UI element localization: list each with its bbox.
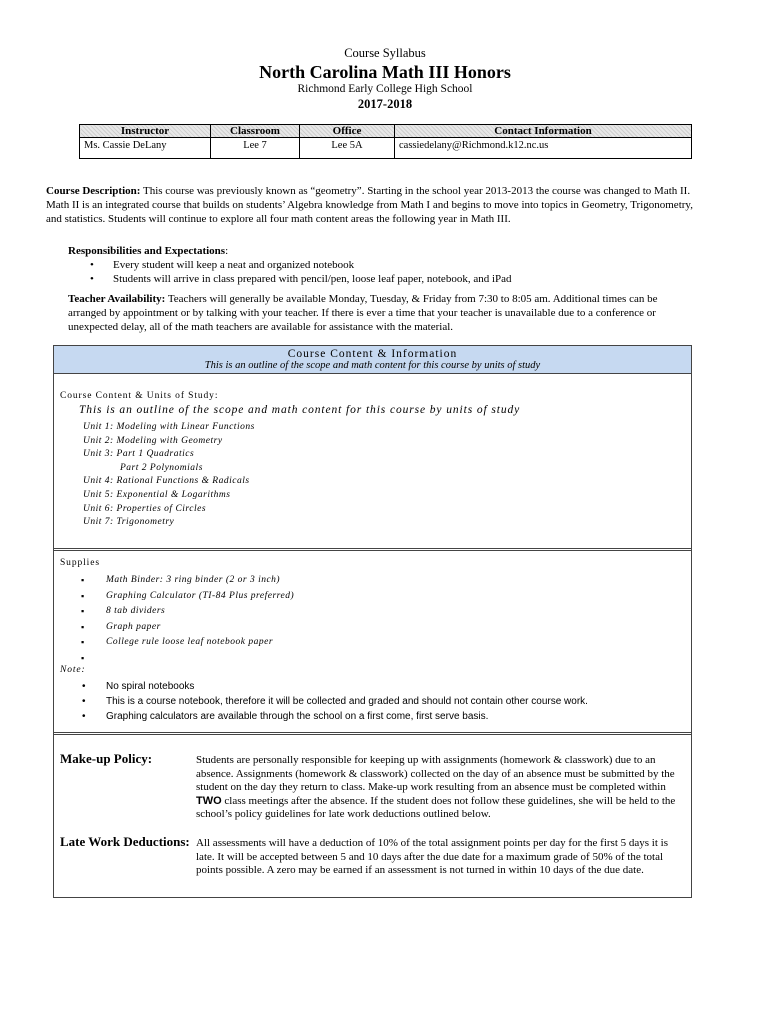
table-header-cell: Office bbox=[300, 125, 395, 138]
table-row bbox=[80, 138, 692, 159]
document-label: Course Syllabus bbox=[344, 46, 426, 60]
unit-item: Unit 2: Modeling with Geometry bbox=[83, 435, 223, 446]
table-header-cell: Classroom bbox=[211, 125, 300, 138]
description-label: Course Description: bbox=[46, 185, 141, 197]
unit-item: Unit 7: Trigonometry bbox=[83, 517, 175, 528]
list-item: ▪ College rule loose leaf notebook paper bbox=[54, 635, 684, 651]
list-item: ▪ Graph paper bbox=[54, 620, 684, 636]
units-intro: This is an outline of the scope and math content for this course by units of study bbox=[79, 404, 521, 416]
supplies-list bbox=[54, 573, 684, 666]
responsibilities-label: Responsibilities and Expectations bbox=[68, 245, 226, 257]
content-box-header bbox=[54, 346, 691, 374]
availability-label: Teacher Availability: bbox=[68, 293, 166, 305]
school-year: 2017-2018 bbox=[357, 97, 413, 111]
unit-item: Unit 5: Exponential & Logarithms bbox=[83, 489, 231, 500]
description-text: This course was previously known as “geometry”. Starting in the school year 2013-2013 the course was changed to Math II. Math II is an integrated course that builds on students’ Algebra knowledge from Math I and begins to move into topics in Geometry, Trigonometry, and statistics. Students will continue to explore all four math content areas the following year in Math III. bbox=[46, 185, 693, 225]
table-header-cell: Contact Information bbox=[395, 125, 692, 138]
list-item: • Graphing calculators are available through the school on a first come, first serve basis. bbox=[54, 709, 684, 724]
school-name: Richmond Early College High School bbox=[297, 83, 473, 95]
contact-email-cell[interactable]: cassiedelany@Richmond.k12.nc.us bbox=[395, 138, 692, 159]
responsibilities-section bbox=[68, 244, 688, 286]
makeup-text-2: class meetings after the absence. If the student does not follow these guidelines, she will be held to the school’s policy guidelines for late work deductions outlined below. bbox=[196, 794, 676, 820]
instructor-info-table bbox=[79, 124, 692, 159]
notes-list bbox=[54, 679, 684, 724]
supplies-box bbox=[53, 548, 692, 735]
makeup-policy-text bbox=[196, 754, 686, 822]
unit-item: Unit 4: Rational Functions & Radicals bbox=[83, 476, 250, 487]
course-description bbox=[46, 184, 706, 226]
late-work-text: All assessments will have a deduction of 10% of the total assignment points per day for the first 5 days it is late. It will be accepted between 5 and 10 days after the due date for a maximum grade of 50% of the total points possible. A zero may be earned if an assessment is not turned in within 10 days of the due date. bbox=[196, 837, 668, 876]
makeup-policy-label: Make-up Policy: bbox=[60, 751, 153, 766]
note-label: Note: bbox=[60, 665, 86, 675]
list-item: ▪ Math Binder: 3 ring binder (2 or 3 inch) bbox=[54, 573, 684, 589]
table-header-cell: Instructor bbox=[80, 125, 211, 138]
list-item: • Students will arrive in class prepared with pencil/pen, loose leaf paper, notebook, and iPad bbox=[68, 272, 688, 286]
policies-box bbox=[53, 732, 692, 898]
supplies-label: Supplies bbox=[60, 558, 100, 568]
instructor-cell: Ms. Cassie DeLany bbox=[80, 138, 211, 159]
list-item: • This is a course notebook, therefore it will be collected and graded and should not contain other course work. bbox=[54, 694, 684, 709]
makeup-emphasis: TWO bbox=[196, 794, 222, 807]
unit-item: Part 2 Polynomials bbox=[120, 462, 203, 473]
responsibilities-colon: : bbox=[225, 245, 229, 257]
teacher-availability bbox=[68, 292, 693, 334]
unit-item: Unit 3: Part 1 Quadratics bbox=[83, 449, 195, 460]
list-item: • Every student will keep a neat and organized notebook bbox=[68, 258, 688, 272]
list-item: ▪ Graphing Calculator (TI-84 Plus preferred) bbox=[54, 589, 684, 605]
content-box-title: Course Content & Information bbox=[287, 348, 458, 360]
table-header-row bbox=[80, 125, 692, 138]
units-label: Course Content & Units of Study: bbox=[60, 391, 219, 401]
unit-item: Unit 6: Properties of Circles bbox=[83, 503, 207, 514]
list-item: • No spiral notebooks bbox=[54, 679, 684, 694]
office-cell: Lee 5A bbox=[300, 138, 395, 159]
unit-item: Unit 1: Modeling with Linear Functions bbox=[83, 422, 255, 432]
content-box-subtitle: This is an outline of the scope and math content for this course by units of study bbox=[204, 360, 541, 371]
availability-text: Teachers will generally be available Monday, Tuesday, & Friday from 7:30 to 8:05 am. Additional times can be arranged by appointment or by talking with your teacher. If there is ever a time that your teacher is unavailable due to a conference or unexpected delay, all of the math teachers are available for assistance with the material. bbox=[68, 293, 658, 333]
list-item: ▪ 8 tab dividers bbox=[54, 604, 684, 620]
classroom-cell: Lee 7 bbox=[211, 138, 300, 159]
units-list bbox=[83, 421, 255, 530]
list-item bbox=[54, 651, 684, 667]
late-work-label: Late Work Deductions: bbox=[60, 834, 190, 849]
makeup-text-1: Students are personally responsible for keeping up with assignments (homework & classwork) due to an absence. Assignments (homework & classwork) collected on the day of an absence must be submitted by the student on the day they return to class. Make-up work resulting from an absence must be completed within bbox=[196, 754, 675, 793]
course-title: North Carolina Math III Honors bbox=[259, 62, 511, 82]
course-content-box bbox=[53, 345, 692, 551]
